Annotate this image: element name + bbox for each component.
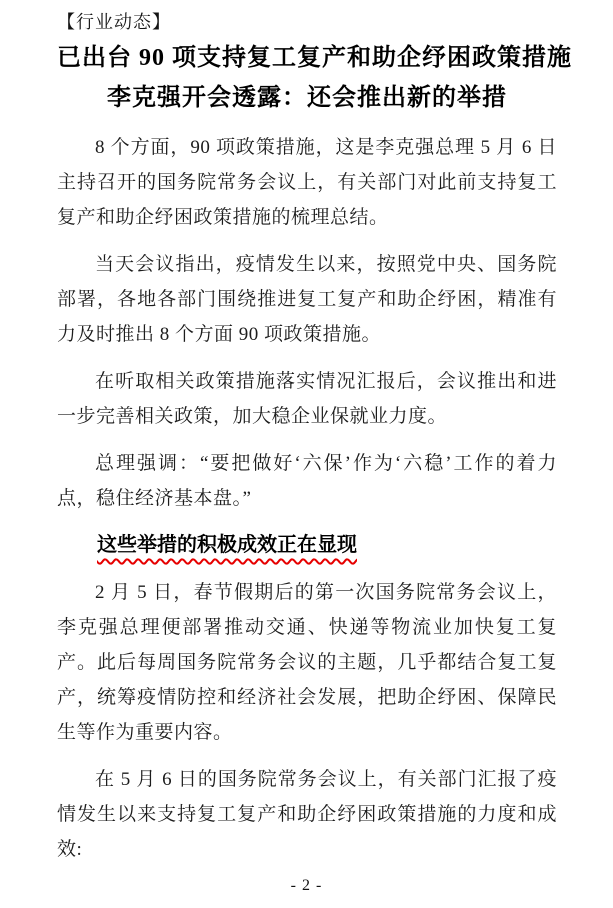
paragraph-3: 在听取相关政策措施落实情况汇报后，会议推出和进一步完善相关政策，加大稳企业保就业力度。 — [57, 371, 557, 427]
title-line-1: 已出台 90 项支持复工复产和助企纾困政策措施 — [57, 45, 572, 71]
section-label: 【行业动态】 — [57, 12, 171, 32]
paragraph-1: 8 个方面，90 项政策措施，这是李克强总理 5 月 6 日主持召开的国务院常务会议上，有关部门对此前支持复工复产和助企纾困政策措施的梳理总结。 — [57, 137, 557, 228]
title-line-2: 李克强开会透露：还会推出新的举措 — [107, 85, 507, 111]
paragraph-2: 当天会议指出，疫情发生以来，按照党中央、国务院部署，各地各部门围绕推进复工复产和助企纾困，精准有力及时推出 8 个方面 90 项政策措施。 — [57, 254, 557, 345]
subheading-text: 这些举措的积极成效正在显现 — [97, 534, 357, 556]
page-number: - 2 - — [290, 877, 323, 894]
subheading — [57, 528, 557, 563]
paragraph-4: 总理强调：“要把做好‘六保’作为‘六稳’工作的着力点，稳住经济基本盘。” — [57, 453, 557, 509]
paragraph-5: 2 月 5 日，春节假期后的第一次国务院常务会议上，李克强总理便部署推动交通、快递等物流业加快复工复产。此后每周国务院常务会议的主题，几乎都结合复工复产，统筹疫情防控和经济社会发展，把助企纾困、保障民生等作为重要内容。 — [57, 582, 557, 743]
paragraph-6: 在 5 月 6 日的国务院常务会议上，有关部门汇报了疫情发生以来支持复工复产和助企纾困政策措施的力度和成效: — [57, 769, 557, 860]
document-title — [57, 38, 572, 118]
